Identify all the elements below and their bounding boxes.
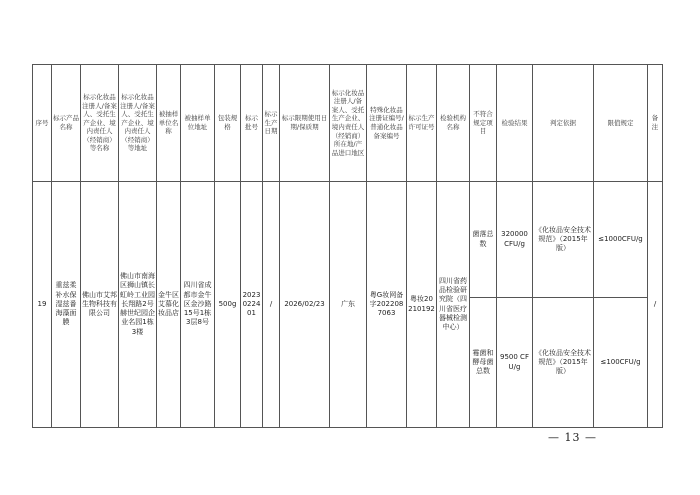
cell-limit: ≤1000CFU/g bbox=[594, 182, 648, 298]
cell-sampled-unit-address: 四川省成都市金牛区金沙路15号1栋3层8号 bbox=[181, 182, 215, 428]
cell-failed-item: 菌落总数 bbox=[470, 182, 497, 298]
header-origin-region: 标示化妆品注册人/备案人、受托生产企业、境内责任人（经销商）所在地/产品进口地区 bbox=[330, 65, 367, 182]
cell-basis: 《化妆品安全技术规范》（2015年版） bbox=[533, 182, 594, 298]
cell-seq: 19 bbox=[33, 182, 52, 428]
page-number: — 13 — bbox=[548, 431, 597, 444]
cell-package-spec: 500g bbox=[215, 182, 241, 428]
table-row bbox=[33, 182, 663, 298]
header-seq: 序号 bbox=[33, 65, 52, 182]
table-header-row bbox=[33, 65, 663, 182]
cell-sampled-unit-name: 金牛区艾慕化妆品店 bbox=[157, 182, 181, 428]
header-result: 检验结果 bbox=[497, 65, 533, 182]
cell-registration-no: 粤G妆网备字2022087063 bbox=[367, 182, 407, 428]
cell-company-name: 佛山市艾邦生物科技有限公司 bbox=[81, 182, 119, 428]
header-batch-no: 标示批号 bbox=[241, 65, 263, 182]
cell-origin-region: 广东 bbox=[330, 182, 367, 428]
header-basis: 判定依据 bbox=[533, 65, 594, 182]
cell-inspection-org: 四川省药品检验研究院（四川省医疗器械检测中心） bbox=[437, 182, 470, 428]
cell-license-no: 粤妆20210192 bbox=[407, 182, 437, 428]
cell-company-address: 佛山市南海区狮山镇长虹岭工业园长翔路2号赫世纪园企业名园1栋3楼 bbox=[119, 182, 157, 428]
header-inspection-org: 检验机构名称 bbox=[437, 65, 470, 182]
cell-remark: / bbox=[648, 182, 663, 428]
cell-limit: ≤100CFU/g bbox=[594, 298, 648, 428]
cell-result: 9500 CFU/g bbox=[497, 298, 533, 428]
cell-expiry: 2026/02/23 bbox=[280, 182, 330, 428]
header-sampled-unit-address: 被抽样单位地址 bbox=[181, 65, 215, 182]
cell-result: 320000 CFU/g bbox=[497, 182, 533, 298]
cell-basis: 《化妆品安全技术规范》（2015年版） bbox=[533, 298, 594, 428]
header-product-name: 标示产品名称 bbox=[52, 65, 81, 182]
header-failed-item: 不符合规定项目 bbox=[470, 65, 497, 182]
header-package-spec: 包装规格 bbox=[215, 65, 241, 182]
header-registration-no: 特殊化妆品注册证编号/普通化妆品备案编号 bbox=[367, 65, 407, 182]
cell-product-name: 重兹柔补水保湿兹番海藻面膜 bbox=[52, 182, 81, 428]
header-remark: 备注 bbox=[648, 65, 663, 182]
cell-batch-no: 2023022401 bbox=[241, 182, 263, 428]
header-expiry: 标示限期使用日期/保质期 bbox=[280, 65, 330, 182]
header-license-no: 标示生产许可证号 bbox=[407, 65, 437, 182]
header-production-date: 标示生产日期 bbox=[263, 65, 280, 182]
header-company-address: 标示化妆品注册人/备案人、受托生产企业、境内责任人（经销商）等地址 bbox=[119, 65, 157, 182]
header-company-name: 标示化妆品注册人/备案人、受托生产企业、境内责任人（经销商）等名称 bbox=[81, 65, 119, 182]
cell-production-date: / bbox=[263, 182, 280, 428]
cell-failed-item: 霉菌和酵母菌总数 bbox=[470, 298, 497, 428]
header-sampled-unit-name: 被抽样单位名称 bbox=[157, 65, 181, 182]
inspection-result-table bbox=[32, 64, 663, 428]
header-limit: 限值规定 bbox=[594, 65, 648, 182]
